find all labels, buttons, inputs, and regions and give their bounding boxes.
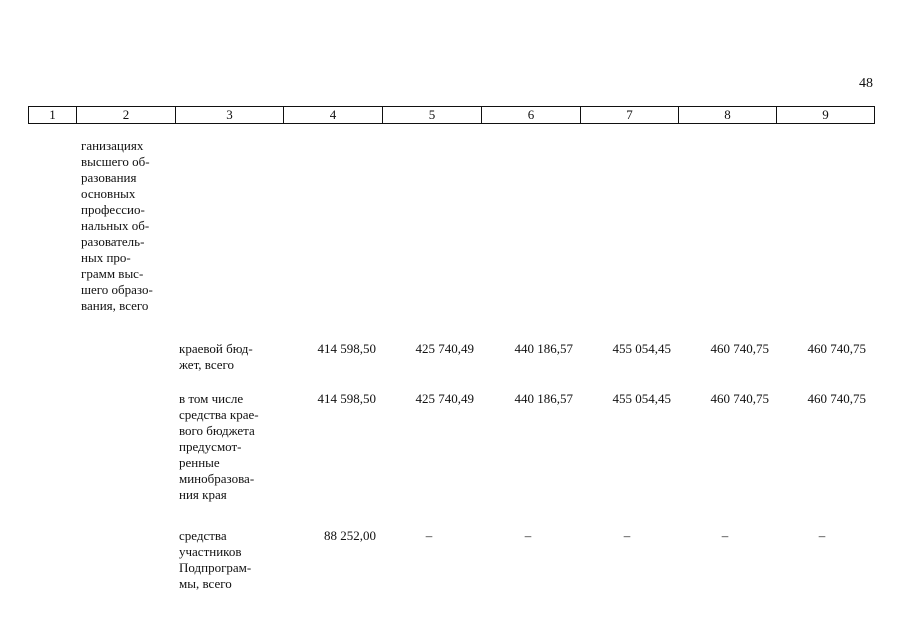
row-label-regional-budget: краевой бюд- жет, всего [179,341,253,372]
row2-value-col9: 460 740,75 [807,391,866,406]
table-header-row [28,106,875,124]
row1-value-col4: 414 598,50 [317,341,376,356]
header-cell-7: 7 [580,107,678,123]
row3-value-col9: – [818,528,826,543]
col2-continuation-text: ганизациях высшего об- разования основных профессио- нальных об- разователь- ных про- грамм выс- шего образо- вания, всего [81,138,153,313]
row1-value-col9: 460 740,75 [807,341,866,356]
row3-value-col4: 88 252,00 [324,528,376,543]
header-cell-4: 4 [283,107,382,123]
row3-value-col5: – [425,528,433,543]
header-cell-5: 5 [382,107,481,123]
row2-value-col6: 440 186,57 [514,391,573,406]
row1-value-col7: 455 054,45 [612,341,671,356]
row2-value-col7: 455 054,45 [612,391,671,406]
page-number: 48 [859,76,873,91]
row1-value-col5: 425 740,49 [415,341,474,356]
row3-value-col8: – [721,528,729,543]
row2-value-col8: 460 740,75 [710,391,769,406]
row3-value-col6: – [524,528,532,543]
header-cell-9: 9 [776,107,874,123]
row-label-participant-funds: средства участников Подпрограм- мы, всего [179,528,252,591]
row3-value-col7: – [623,528,631,543]
row1-value-col8: 460 740,75 [710,341,769,356]
row-label-ministry-funds: в том числе средства крае- вого бюджета предусмот- ренные минобразова- ния края [179,391,259,502]
row2-value-col4: 414 598,50 [317,391,376,406]
row1-value-col6: 440 186,57 [514,341,573,356]
row2-value-col5: 425 740,49 [415,391,474,406]
header-cell-2: 2 [76,107,175,123]
header-cell-8: 8 [678,107,776,123]
header-cell-6: 6 [481,107,580,123]
header-cell-3: 3 [175,107,283,123]
header-cell-1: 1 [49,107,56,122]
